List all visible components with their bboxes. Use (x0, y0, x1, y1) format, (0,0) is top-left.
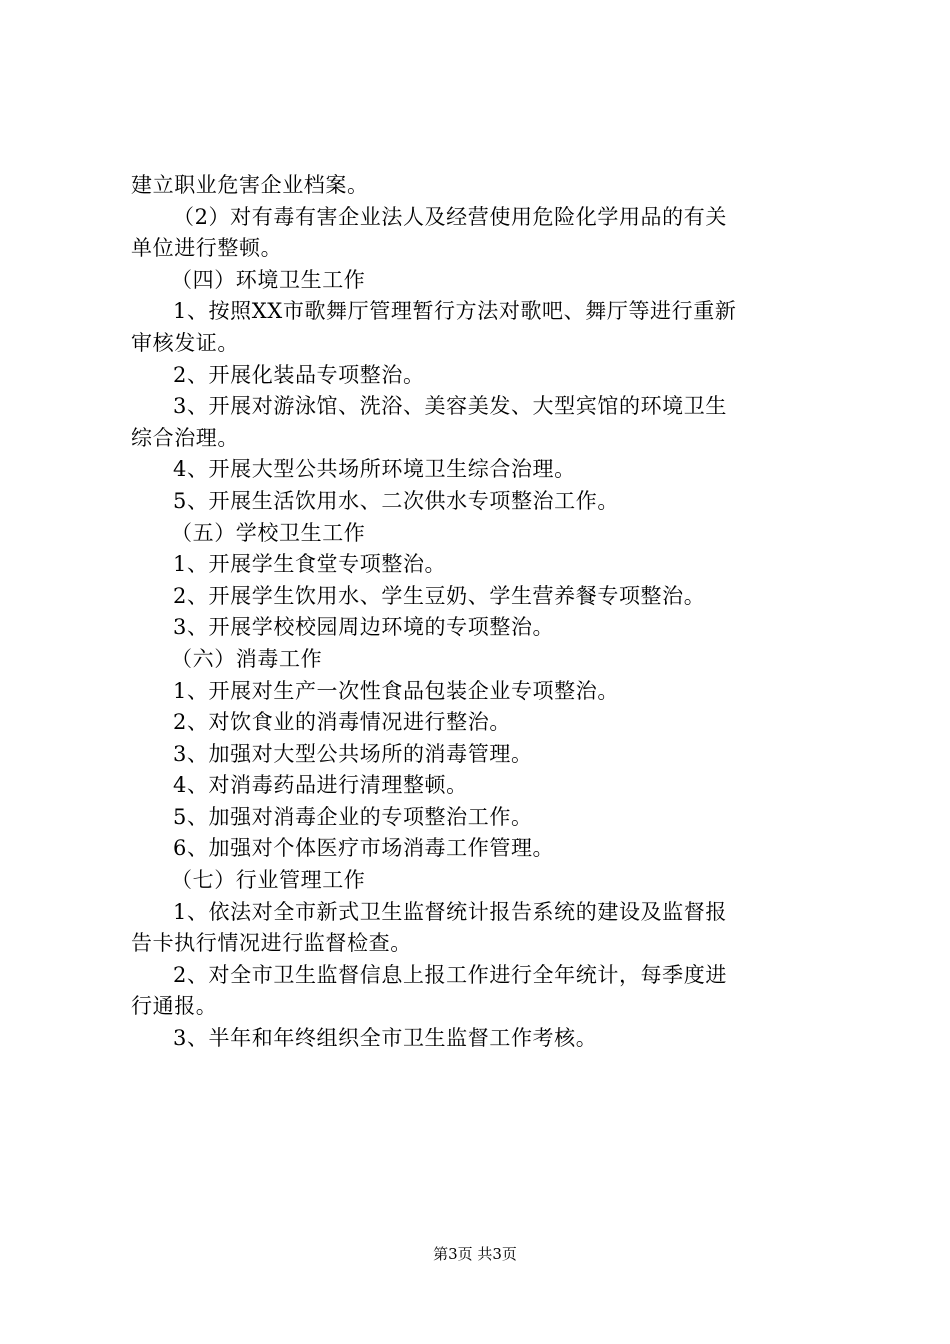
text-line: 4、对消毒药品进行清理整顿。 (173, 773, 468, 798)
text-line: 审核发证。 (131, 330, 239, 355)
text-line: 3、开展学校校园周边环境的专项整治。 (173, 615, 555, 640)
page-footer: 第3页 共3页 (433, 1245, 517, 1263)
text-line: 3、开展对游泳馆、洗浴、美容美发、大型宾馆的环境卫生 (173, 394, 727, 419)
text-line: 1、按照XX市歌舞厅管理暂行方法对歌吧、舞厅等进行重新 (173, 299, 737, 324)
text-line: 2、对饮食业的消毒情况进行整治。 (173, 710, 511, 735)
text-line: （五）学校卫生工作 (171, 520, 366, 545)
text-line: 2、对全市卫生监督信息上报工作进行全年统计，每季度进 (173, 962, 727, 987)
text-line: （六）消毒工作 (171, 646, 323, 671)
text-line: 4、开展大型公共场所环境卫生综合治理。 (173, 457, 576, 482)
text-line: 告卡执行情况进行监督检查。 (131, 931, 412, 956)
text-line: 1、开展对生产一次性食品包装企业专项整治。 (173, 678, 619, 703)
text-line: 6、加强对个体医疗市场消毒工作管理。 (173, 836, 555, 861)
text-line: 2、开展学生饮用水、学生豆奶、学生营养餐专项整治。 (173, 583, 706, 608)
text-line: 综合治理。 (131, 425, 239, 450)
text-line: 2、开展化装品专项整治。 (173, 362, 425, 387)
text-line: 建立职业危害企业档案。 (131, 173, 369, 197)
text-line: （2）对有毒有害企业法人及经营使用危险化学用品的有关 (173, 204, 727, 229)
text-line: 3、半年和年终组织全市卫生监督工作考核。 (173, 1026, 598, 1051)
document-body (131, 170, 831, 1055)
text-line: （四）环境卫生工作 (171, 267, 366, 292)
text-line: 1、依法对全市新式卫生监督统计报告系统的建设及监督报 (173, 899, 727, 924)
text-line: 行通报。 (131, 994, 218, 1019)
text-line: 5、开展生活饮用水、二次供水专项整治工作。 (173, 488, 619, 513)
text-line: 5、加强对消毒企业的专项整治工作。 (173, 804, 533, 829)
text-line: （七）行业管理工作 (171, 868, 366, 893)
text-line: 单位进行整顿。 (131, 236, 283, 261)
text-line: 1、开展学生食堂专项整治。 (173, 552, 447, 577)
text-line: 3、加强对大型公共场所的消毒管理。 (173, 741, 533, 766)
